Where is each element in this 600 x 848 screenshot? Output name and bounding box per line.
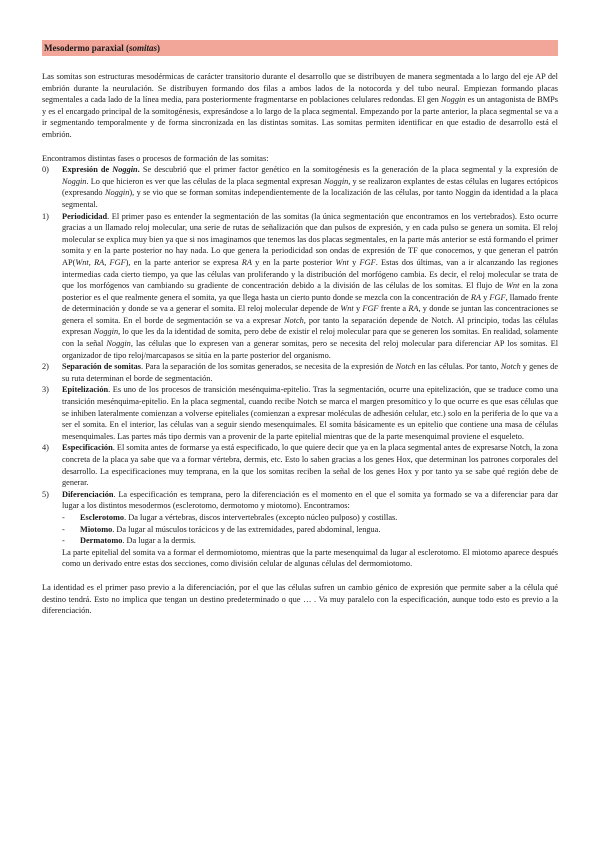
- phase-number: 5): [42, 489, 49, 499]
- section-header: [42, 40, 558, 56]
- phase-number: 0): [42, 165, 49, 175]
- phase-body: Epitelización. Es uno de los procesos de transición mesénquima-epitelio. Tras la segmentación, ocurre una epitelización, que se traduce como una transición mesénquima-epitelio. En la placa segmental, cuando recibe Notch se marca el margen presomítico y lo que ocurre es que esas células que se inhiben lateralmente comienzan a volverse epiteliales (comienzan a expresar moléculas de adhesión celular, etc.) solo en la periferia de lo que va a ser el somita. En el interior, las células van a seguir siendo mesenquimales. El somita básicamente es un epitelio que contiene una masa de células mesenquimales. Las partes más tipo dermis van a provenir de la parte epitelial mientras que de la parte mesenquimal proviene el esqueleto.: [62, 385, 558, 441]
- header-title-italic: somitas: [128, 43, 157, 53]
- phase-title: Epitelización: [62, 385, 109, 395]
- derivative-list: [62, 512, 558, 547]
- header-title-suffix: ): [157, 43, 160, 53]
- phase-title: Especificación: [62, 443, 113, 453]
- phase-title: Periodicidad: [62, 211, 108, 221]
- phase-body: Expresión de Noggin. Se descubrió que el primer factor genético en la somitogénesis es la generación de la placa segmental y la expresión de Noggin. Lo que hicieron es ver que las células de la placa segmental expresan Noggin, y se realizaron explantes de estas células en lugares ectópicos (expresando Noggin), y se vio que se forman somitas independientemente de la localización de las células, por tanto Noggin da identidad a la placa segmental.: [62, 165, 558, 209]
- phase-number: 1): [42, 211, 49, 221]
- phase-number: 2): [42, 362, 49, 372]
- derivative-item-dermatomo: - Dermatomo. Da lugar a la dermis.: [62, 536, 196, 546]
- phase-title: Expresión de Noggin.: [62, 165, 140, 175]
- phase-item-5: [42, 489, 558, 570]
- phase-closing: La parte epitelial del somita va a formar el dermomiotomo, mientras que la parte mesenquimal da lugar al esclerotomo. El miotomo aparece después como un derivado entre estas dos secciones, como división celular de algunas células del dermomiotomo.: [62, 547, 558, 569]
- intro-paragraph: Las somitas son estructuras mesodérmicas de carácter transitorio durante el desarrollo que se distribuyen de manera segmentada a lo largo del eje AP del embrión durante la neurulación. Se distribuyen formando dos filas a ambos lados de la notocorda y del tubo neural. Empiezan formando placas segmentales a cada lado de la línea media, para posteriormente fragmentarse en poblaciones celulares redondas. El gen Noggin es un antagonista de BMPs y es el encargado principal de la somitogénesis, expresándose a lo largo de la placa segmental. Empezando por la parte anterior, la placa segmental se va a ir segmentando temporalmente y de forma sincronizada en las distintas somitas. Las somitas permiten identificar en que estadio de desarrollo está el embrión.: [42, 72, 558, 139]
- phase-item-4: [42, 442, 558, 488]
- phase-body: Diferenciación. La especificación es temprana, pero la diferenciación es el momento en el que el somita ya formado se va a diferenciar para dar lugar a los distintos mesodermos (esclerotomo, dermotomo y miotomo). Encontramos:: [62, 489, 558, 511]
- phase-body: Separación de somitas. Para la separación de los somitas generados, se necesita de la expresión de Notch en las células. Por tanto, Notch y genes de su ruta determinan el borde de segmentación.: [62, 362, 558, 383]
- phase-number: 4): [42, 443, 49, 453]
- phase-body: Periodicidad. El primer paso es entender la segmentación de las somitas (la única segmentación que encontramos en los vertebrados). Esto ocurre gracias a un llamado reloj molecular, una serie de rutas de señalización que dan pulsos de expresión, y en cada pulso se genera un somita. El reloj molecular se explica muy bien ya que si nos imaginamos que tenemos las dos placas segmentales, en la parte más anterior se está formando el primer somita y en la parte posterior no hay nada. Lo que genera la periodicidad son ondas de expresión de TF que conocemos, y que generan el patrón AP(Wnt, RA, FGF), en la parte anterior se expresa RA y en la parte posterior Wnt y FGF. Estas dos últimas, van a ir alcanzando las regiones intermedias cada cierto tiempo, ya que las células van proliferando y la distribución del morfógeno cambia. Es decir, el reloj molecular se trata de que los morfógenos van cambiando su gradiente de concentración debido a la división de las células de los somitas. El flujo de Wnt en la zona posterior es el que realmente genera el somita, ya que llega hasta un cierto punto donde se mezcla con la concentración de RA y FGF, llamado frente de determinación y donde se va a generar el somita. El reloj molecular depende de Wnt y FGF frente a RA, y donde se juntan las concentraciones se genera el somita. En el borde de segmentación se va a expresar Notch, por tanto la separación depende de Notch. Al principio, todas las células expresan Noggin, lo que les da la identidad de somita, pero debe de existir el reloj molecular para que se generen los somitas. En realidad, solamente con la señal Noggin, las células que lo expresen van a generar somitas, pero se necesita del reloj molecular para diferenciar AP los somitas. El organizador de tipo reloj/marcapasos se sitúa en la parte posterior del organismo.: [62, 211, 559, 360]
- derivative-item-miotomo: - Miotomo. Da lugar al músculos torácicos y de las extremidades, pared abdominal, lengua.: [62, 524, 381, 534]
- lead-paragraph: Encontramos distintas fases o procesos de formación de las somitas:: [42, 153, 269, 163]
- phase-list: [42, 164, 558, 570]
- phase-item-1: [42, 211, 558, 362]
- phase-item-3: [42, 384, 558, 442]
- phase-title: Separación de somitas: [62, 362, 141, 372]
- derivative-item-esclerotomo: - Esclerotomo. Da lugar a vértebras, discos intervertebrales (excepto núcleo pulposo) y costillas.: [62, 512, 398, 522]
- phase-item-0: [42, 164, 558, 210]
- header-title-prefix: Mesodermo paraxial (: [44, 43, 129, 53]
- document-page: [42, 40, 558, 617]
- phase-number: 3): [42, 385, 49, 395]
- phase-body: Especificación. El somita antes de formarse ya está especificado, lo que quiere decir que ya en la placa segmental antes de expresarse Notch, la zona concreta de la placa ya sabe que va a formar vértebra, dermis, etc. Esto lo saben gracias a los genes Hox, que determinan los patrones corporales del desarrollo. La especificaciones muy temprana, en la que los somitas reciben la señal de los genes Hox y por tanto ya se sabe qué región debe de generar.: [62, 443, 558, 488]
- phase-title: Diferenciación: [62, 489, 114, 499]
- phase-item-2: [42, 361, 558, 384]
- final-paragraph: La identidad es el primer paso previo a la diferenciación, por el que las células sufren un cambio génico de expresión que permite saber a la célula qué destino tendrá. Esto no implica que tengan un destino predeterminado o que … . Va muy paralelo con la especificación, aunque todo esto es previo a la diferenciación.: [42, 582, 558, 616]
